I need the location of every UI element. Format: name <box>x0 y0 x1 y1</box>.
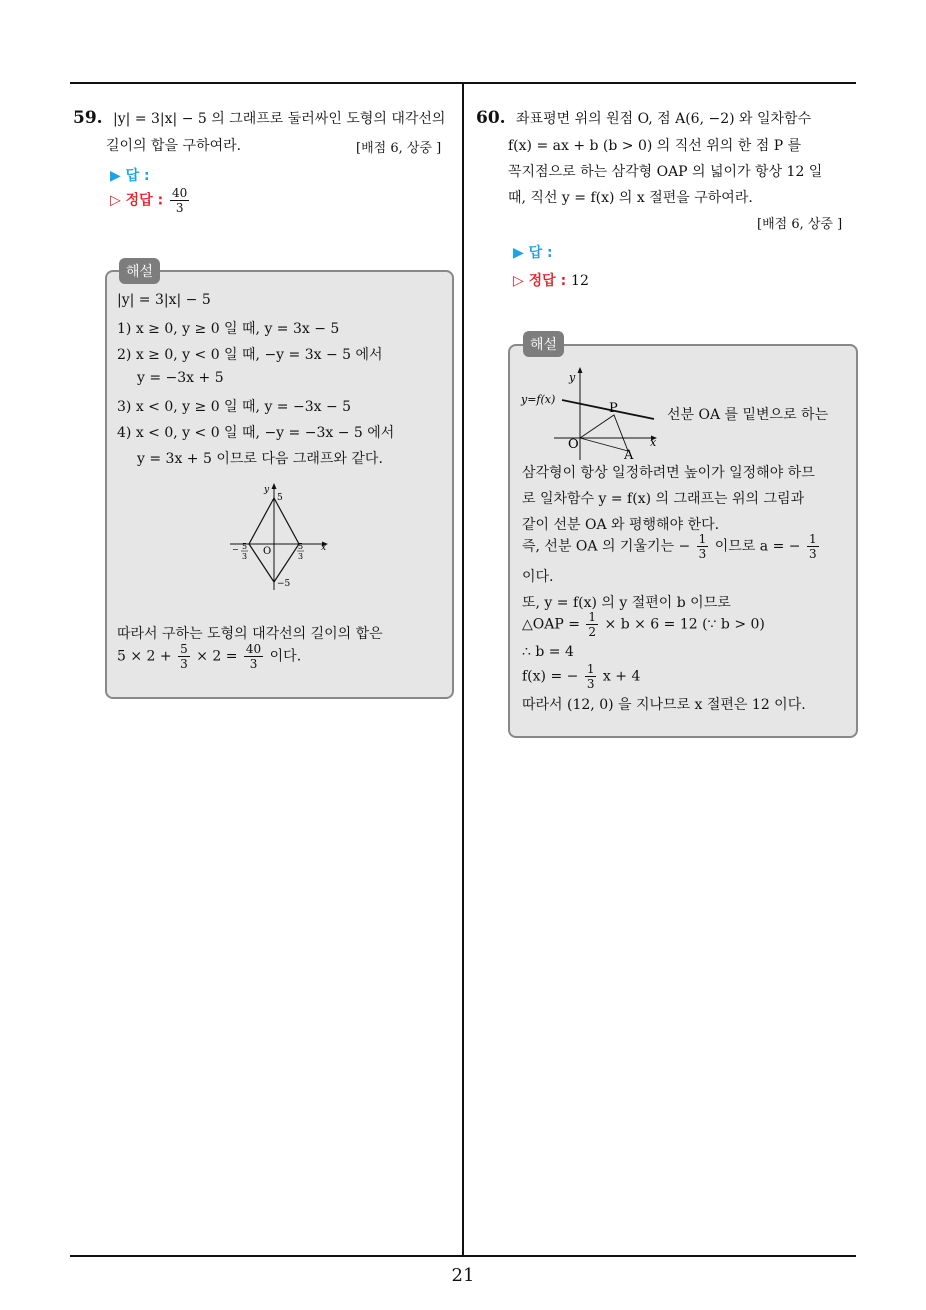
q59-conclusion-frac2 <box>244 642 263 671</box>
q60-number: 60. <box>476 108 506 128</box>
q59-graph-left-den: 3 <box>242 552 248 561</box>
q60-explanation-tag: 해설 <box>523 331 564 357</box>
q59-explain-6: y = 3x + 5 이므로 다음 그래프와 같다. <box>137 451 383 467</box>
q59-graph-left-num: 5 <box>242 542 248 551</box>
q59-y-arrow <box>272 483 277 489</box>
q59-conclusion-frac2-den: 3 <box>249 657 258 671</box>
q60-area-num: 1 <box>588 610 597 624</box>
q59-answer-label: ▶ 답 : <box>110 168 150 184</box>
q59-conclusion-line1: 따라서 구하는 도형의 대각선의 길이의 합은 <box>117 626 383 642</box>
q59-conclusion-frac1-num: 5 <box>180 642 188 656</box>
q59-conclusion-pre: 5 × 2 + <box>117 648 172 665</box>
q59-explain-1: 1) x ≥ 0, y ≥ 0 일 때, y = 3x − 5 <box>117 321 340 337</box>
q60-correct-answer <box>513 270 589 290</box>
q59-graph-origin: O <box>263 546 272 557</box>
q59-graph-top-label: 5 <box>277 493 283 503</box>
q60-text-line1: 좌표평면 위의 원점 O, 점 A(6, −2) 와 일차함수 <box>516 111 812 127</box>
q60-area-pre: △OAP = <box>522 616 580 633</box>
q60-slope-post: 이다. <box>522 569 554 585</box>
q59-explanation-tag: 해설 <box>119 258 160 284</box>
q60-fig-origin: O <box>568 437 579 452</box>
q59-graph-right-num: 5 <box>298 542 304 551</box>
q60-slope-frac2-num: 1 <box>808 532 817 546</box>
q59-correct-num: 40 <box>172 186 188 200</box>
q60-figure <box>518 364 664 462</box>
column-divider <box>462 82 464 1257</box>
q60-slope-frac1-num: 1 <box>698 532 707 546</box>
q60-fx-pre: f(x) = − <box>522 668 579 685</box>
q59-explain-5: 4) x < 0, y < 0 일 때, −y = −3x − 5 에서 <box>117 425 395 441</box>
q59-correct-fraction <box>170 186 189 215</box>
q59-explain-4: 3) x < 0, y ≥ 0 일 때, y = −3x − 5 <box>117 399 352 415</box>
q60-area-post: × b × 6 = 12 (∵ b > 0) <box>604 616 765 633</box>
q59-line1 <box>73 108 445 128</box>
q60-fx-frac <box>585 662 597 691</box>
q59-graph-y-label: y <box>264 485 270 495</box>
q59-score: [배점 6, 상중 ] <box>356 141 442 156</box>
q60-explain-1: 로 일차함수 y = f(x) 의 그래프는 위의 그림과 <box>522 491 805 507</box>
q59-graph-left-minus: − <box>232 545 239 554</box>
q60-text-line2: f(x) = ax + b (b > 0) 의 직선 위의 한 점 P 를 <box>508 138 802 154</box>
q59-conclusion-mid: × 2 = <box>196 648 238 665</box>
q59-rhombus-graph <box>220 478 340 593</box>
q59-text-line2: 길이의 합을 구하여라. <box>106 138 242 154</box>
q59-number: 59. <box>73 108 103 128</box>
q60-area-line <box>522 610 765 639</box>
q60-fig-line-label: y=f(x) <box>521 393 556 406</box>
q60-area-frac <box>586 610 598 639</box>
page-number: 21 <box>451 1265 475 1286</box>
q59-text-line1: |y| = 3|x| − 5 의 그래프로 둘러싸인 도형의 대각선의 <box>113 111 446 127</box>
q60-y-arrow <box>578 367 583 373</box>
q60-triangle-oap <box>580 415 628 451</box>
q60-fx-post: x + 4 <box>602 668 641 685</box>
bottom-rule <box>70 1255 856 1257</box>
q59-correct-den: 3 <box>175 201 184 215</box>
q60-therefore-b: ∴ b = 4 <box>522 644 574 660</box>
q60-fig-a-label: A <box>624 448 634 462</box>
q59-graph-bottom-label: −5 <box>277 579 291 589</box>
q59-conclusion-post: 이다. <box>269 648 302 665</box>
q60-fig-y-label: y <box>569 371 576 384</box>
q60-text-line3: 꼭지점으로 하는 삼각형 OAP 의 넓이가 항상 12 일 <box>508 164 823 180</box>
q60-intercept-line: 또, y = f(x) 의 y 절편이 b 이므로 <box>522 595 731 611</box>
q59-explain-2: 2) x ≥ 0, y < 0 일 때, −y = 3x − 5 에서 <box>117 347 383 363</box>
q60-line-f <box>562 400 654 419</box>
q60-final: 따라서 (12, 0) 을 지나므로 x 절편은 12 이다. <box>522 697 806 713</box>
q59-conclusion-frac1-den: 3 <box>180 657 188 671</box>
q60-correct-label: ▷ 정답 : <box>513 273 567 289</box>
q60-fig-x-label: x <box>650 436 657 449</box>
q60-slope-frac2 <box>807 532 819 561</box>
q60-score: [배점 6, 상중 ] <box>757 217 843 232</box>
q60-slope-frac2-den: 3 <box>808 547 817 561</box>
q60-text-line4: 때, 직선 y = f(x) 의 x 절편을 구하여라. <box>508 190 753 206</box>
q59-conclusion-frac1 <box>178 642 190 671</box>
q60-fx-den: 3 <box>586 677 595 691</box>
q59-correct-label: ▷ 정답 : <box>110 192 164 209</box>
q60-fx-line <box>522 662 640 691</box>
q59-explain-3: y = −3x + 5 <box>137 370 224 386</box>
q60-fx-num: 1 <box>586 662 595 676</box>
q60-slope-pre: 즉, 선분 OA 의 기울기는 − <box>522 538 691 555</box>
q60-correct-value: 12 <box>571 273 589 289</box>
q59-graph-x-label: x <box>321 543 327 553</box>
q60-fig-p-label: P <box>609 401 618 416</box>
q60-explain-0: 삼각형이 항상 일정하려면 높이가 일정해야 하므 <box>522 465 815 481</box>
q60-answer-label: ▶ 답 : <box>513 245 553 261</box>
q59-correct-answer <box>110 186 191 215</box>
q59-graph-right-den: 3 <box>298 552 304 561</box>
q59-explain-0: |y| = 3|x| − 5 <box>117 292 211 308</box>
q60-slope-frac1 <box>697 532 709 561</box>
q59-conclusion-line2 <box>117 642 301 671</box>
q60-explain-2: 같이 선분 OA 와 평행해야 한다. <box>522 517 720 533</box>
q60-area-den: 2 <box>588 625 597 639</box>
q60-line1 <box>476 108 811 128</box>
q59-conclusion-frac2-num: 40 <box>245 642 262 656</box>
q60-explain-side: 선분 OA 를 밑변으로 하는 <box>667 407 829 423</box>
q60-slope-line <box>522 532 821 561</box>
q60-slope-frac1-den: 3 <box>698 547 707 561</box>
q60-slope-mid: 이므로 a = − <box>714 538 801 555</box>
